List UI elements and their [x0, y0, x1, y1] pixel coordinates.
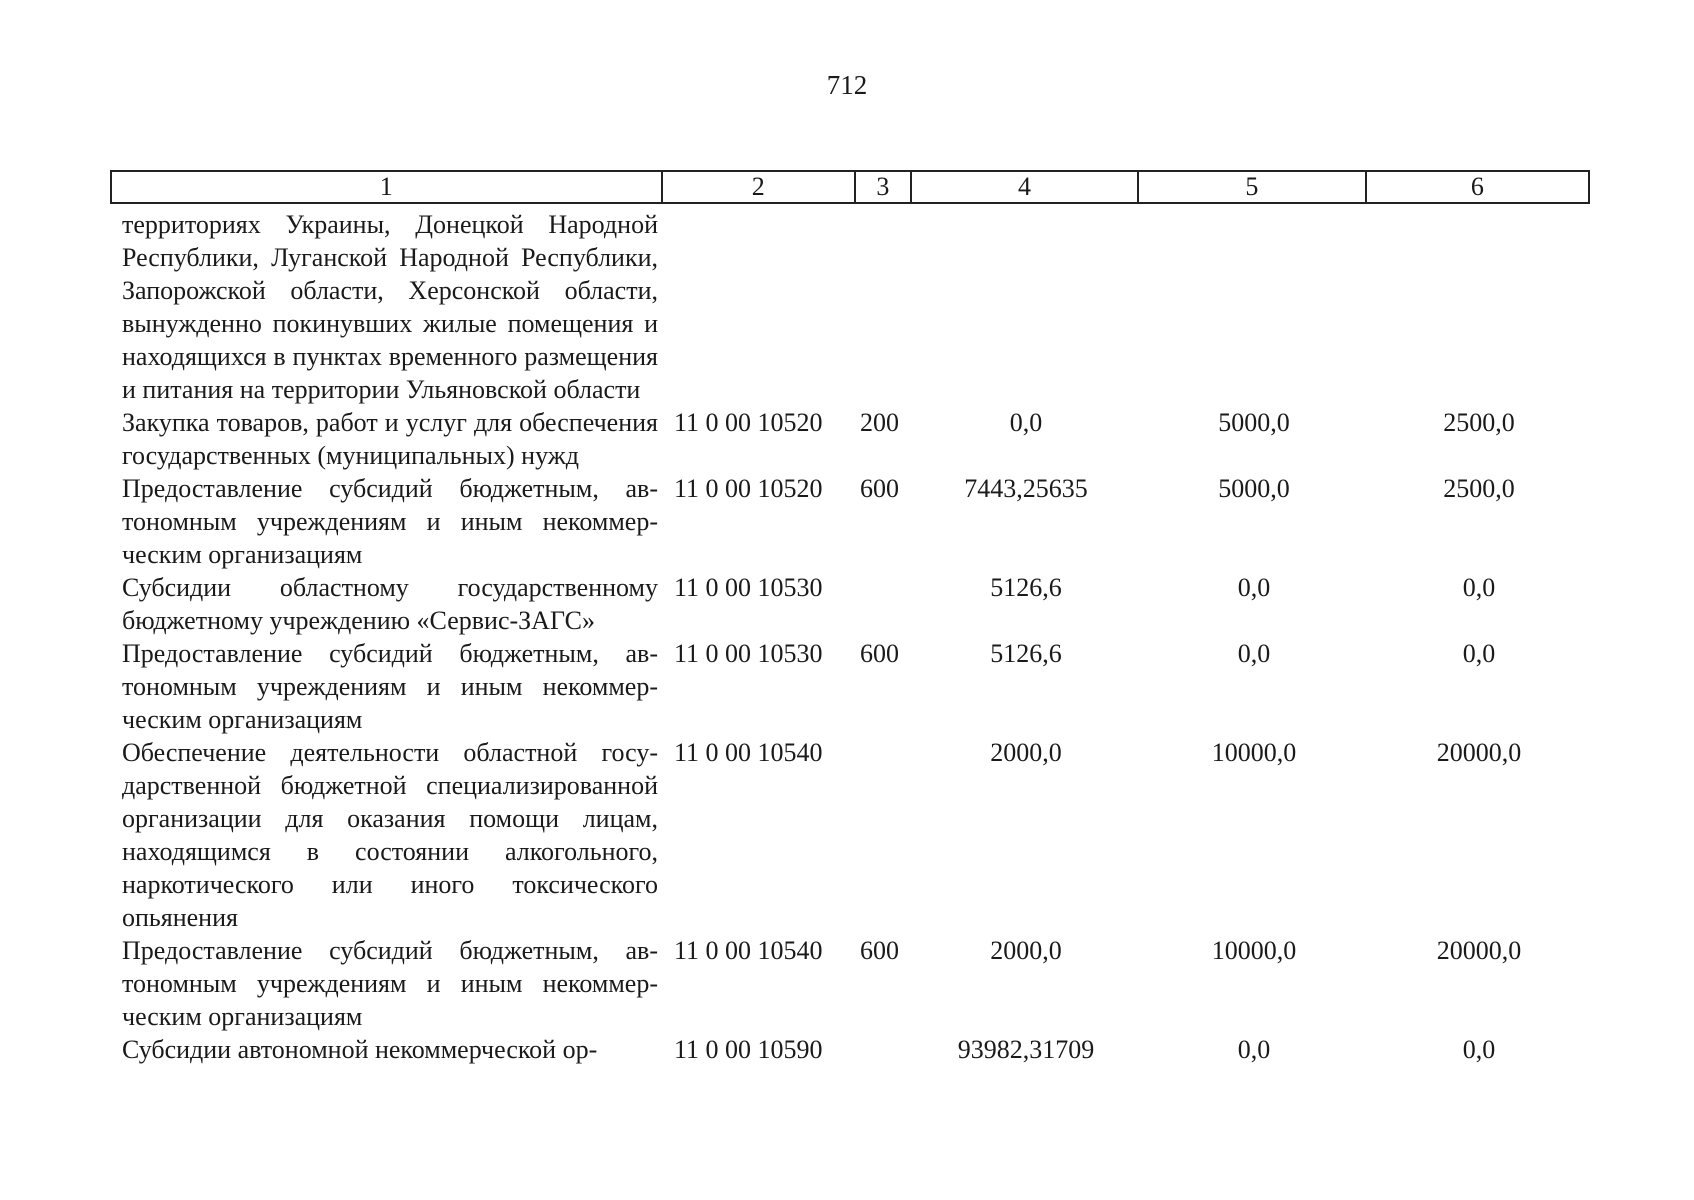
- table-row: [110, 571, 1590, 637]
- row-value-6: 0,0: [1462, 573, 1496, 602]
- row-expense-type: 600: [860, 936, 899, 965]
- row-description: Закупка товаров, работ и услуг для обеспечения государственных (муниципальных) нужд: [122, 408, 658, 470]
- row-code: 11 0 00 10530: [674, 573, 823, 602]
- row-description: Обеспечение деятельности областной государственной бюджетной специализированной организации для оказания помощи лицам, находящимся в состоянии алкогольного, наркотического или иного токсического опьянения: [122, 738, 658, 932]
- header-col-5: 5: [1139, 172, 1366, 202]
- row-value-4: 0,0: [1009, 408, 1043, 437]
- table-header: [110, 170, 1590, 204]
- row-value-6: 0,0: [1462, 639, 1496, 668]
- row-expense-type: 200: [860, 408, 899, 437]
- table-row: [110, 406, 1590, 472]
- row-code: 11 0 00 10520: [674, 408, 823, 437]
- table-row: [110, 208, 1590, 406]
- header-col-3: 3: [856, 172, 912, 202]
- table-row: [110, 934, 1590, 1033]
- row-expense-type: 600: [860, 474, 899, 503]
- row-description: территориях Украины, Донецкой Народной Республики, Луганской Народной Республики, Запорожской области, Херсонской области, вынужденно покинувших жилые помещения и находящихся в пунктах временного размещения и питания на территории Ульяновской области: [122, 210, 658, 404]
- row-code: 11 0 00 10540: [674, 738, 823, 767]
- table-row: [110, 736, 1590, 934]
- row-code: 11 0 00 10590: [674, 1035, 823, 1064]
- row-value-4: 5126,6: [990, 573, 1062, 602]
- row-expense-type: 600: [860, 639, 899, 668]
- row-value-5: 10000,0: [1211, 738, 1297, 767]
- table-row: [110, 1033, 1590, 1066]
- row-value-5: 0,0: [1237, 1035, 1271, 1064]
- row-code: 11 0 00 10520: [674, 474, 823, 503]
- table-body: [110, 208, 1590, 1066]
- table-row: [110, 637, 1590, 736]
- row-value-6: 0,0: [1462, 1035, 1496, 1064]
- row-value-5: 10000,0: [1211, 936, 1297, 965]
- row-value-4: 2000,0: [990, 738, 1062, 767]
- row-description: Субсидии автономной некоммерческой ор-: [122, 1035, 598, 1064]
- row-value-5: 0,0: [1237, 573, 1271, 602]
- row-description: Предоставление субсидий бюджетным, автономным учреждениям и иным некоммерческим организациям: [122, 474, 658, 569]
- row-code: 11 0 00 10530: [674, 639, 823, 668]
- row-value-4: 93982,31709: [957, 1035, 1095, 1064]
- row-value-5: 5000,0: [1218, 474, 1290, 503]
- row-value-6: 2500,0: [1443, 474, 1515, 503]
- row-value-4: 2000,0: [990, 936, 1062, 965]
- row-value-6: 20000,0: [1436, 738, 1522, 767]
- row-value-6: 2500,0: [1443, 408, 1515, 437]
- row-code: 11 0 00 10540: [674, 936, 823, 965]
- row-description: Субсидии областному государственному бюджетному учреждению «Сервис-ЗАГС»: [122, 573, 658, 635]
- header-col-2: 2: [663, 172, 856, 202]
- row-value-4: 5126,6: [990, 639, 1062, 668]
- table-row: [110, 472, 1590, 571]
- row-description: Предоставление субсидий бюджетным, автономным учреждениям и иным некоммерческим организациям: [122, 936, 658, 1031]
- row-description: Предоставление субсидий бюджетным, автономным учреждениям и иным некоммерческим организациям: [122, 639, 658, 734]
- row-value-5: 5000,0: [1218, 408, 1290, 437]
- header-col-4: 4: [912, 172, 1139, 202]
- row-value-5: 0,0: [1237, 639, 1271, 668]
- row-value-6: 20000,0: [1436, 936, 1522, 965]
- header-col-1: 1: [112, 172, 663, 202]
- row-value-4: 7443,25635: [964, 474, 1088, 503]
- page-number: 712: [826, 70, 868, 100]
- header-col-6: 6: [1470, 172, 1484, 201]
